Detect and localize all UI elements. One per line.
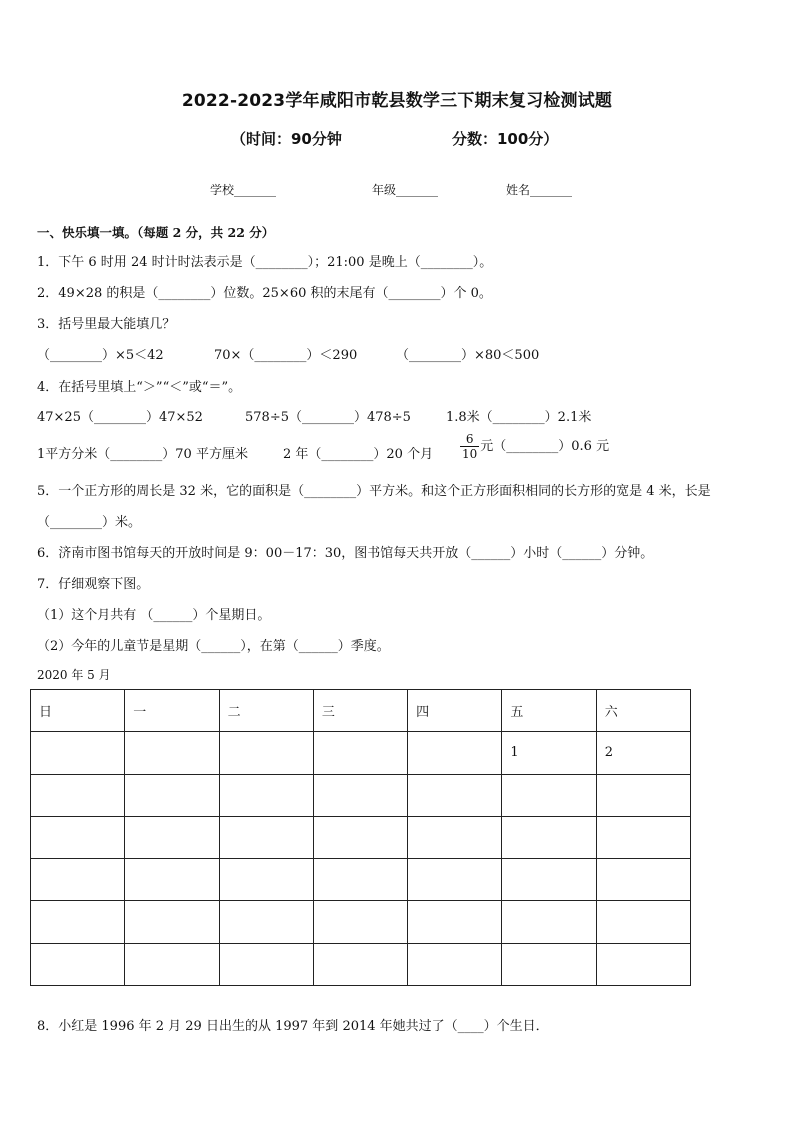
calendar-week-row [31, 732, 691, 774]
calendar-day-cell [31, 774, 125, 816]
calendar-day-cell [313, 943, 407, 985]
calendar-day-cell [125, 816, 219, 858]
calendar-day-cell [219, 859, 313, 901]
calendar-header-cell: 五 [502, 690, 596, 732]
calendar-day-cell [313, 901, 407, 943]
calendar-day-cell [408, 943, 502, 985]
exam-score: 分数：100分） [452, 130, 559, 148]
fraction [460, 432, 479, 461]
calendar-day-cell: 1 [502, 732, 596, 774]
question-5-line1: 5．一个正方形的周长是 32 米，它的面积是（________）平方米。和这个正方形面积相同的长方形的宽是 4 米，长是 [37, 484, 711, 499]
calendar-day-cell [408, 774, 502, 816]
calendar-day-cell [596, 859, 690, 901]
question-5-line2: （________）米。 [37, 515, 142, 530]
calendar-day-cell [313, 816, 407, 858]
grade-field: 年级_______ [372, 183, 439, 197]
calendar-day-cell [125, 732, 219, 774]
calendar-day-cell [125, 943, 219, 985]
question-4f [459, 432, 609, 461]
fraction-denominator: 10 [462, 447, 478, 461]
calendar-day-cell [596, 816, 690, 858]
question-7a: （1）这个月共有 （______）个星期日。 [37, 608, 271, 623]
calendar-header-cell: 四 [408, 690, 502, 732]
calendar-day-cell [313, 732, 407, 774]
question-3c: （________）×80＜500 [396, 348, 540, 363]
calendar-day-cell [408, 859, 502, 901]
question-2: 2．49×28 的积是（________）位数。25×60 积的末尾有（________）个 0。 [37, 286, 492, 301]
question-4d: 1平方分米（________）70 平方厘米 [37, 447, 248, 462]
question-4e: 2 年（________）20 个月 [283, 447, 434, 462]
calendar-day-cell [219, 901, 313, 943]
calendar-day-cell [502, 774, 596, 816]
calendar-day-cell [125, 859, 219, 901]
calendar-header-cell: 三 [313, 690, 407, 732]
calendar-week-row [31, 774, 691, 816]
fraction-numerator: 6 [460, 432, 479, 447]
calendar-table [30, 689, 691, 986]
calendar-day-cell [408, 732, 502, 774]
calendar-day-cell [408, 901, 502, 943]
section-heading: 一、快乐填一填。（每题 2 分，共 22 分） [37, 225, 275, 240]
calendar-day-cell [502, 943, 596, 985]
exam-time: （时间：90分钟 [231, 130, 342, 148]
calendar-header-row [31, 690, 691, 732]
question-4a: 47×25（________）47×52 [37, 410, 203, 425]
question-3a: （________）×5＜42 [37, 348, 164, 363]
school-field: 学校_______ [210, 183, 277, 197]
calendar-header-cell: 二 [219, 690, 313, 732]
calendar-day-cell: 2 [596, 732, 690, 774]
name-field: 姓名_______ [506, 183, 573, 197]
calendar-day-cell [596, 943, 690, 985]
calendar-day-cell [408, 816, 502, 858]
question-4c: 1.8米（________）2.1米 [446, 410, 592, 425]
calendar-day-cell [313, 774, 407, 816]
question-4b: 578÷5（________）478÷5 [245, 410, 411, 425]
question-3b: 70×（________）＜290 [214, 348, 358, 363]
calendar-caption: 2020 年 5 月 [37, 668, 111, 682]
calendar-day-cell [31, 732, 125, 774]
question-7b: （2）今年的儿童节是星期（______），在第（______）季度。 [37, 639, 390, 654]
calendar-header-cell: 日 [31, 690, 125, 732]
calendar-day-cell [502, 901, 596, 943]
question-3: 3．括号里最大能填几？ [37, 317, 176, 332]
calendar-day-cell [219, 816, 313, 858]
calendar-day-cell [31, 943, 125, 985]
calendar-day-cell [596, 901, 690, 943]
calendar-week-row [31, 816, 691, 858]
calendar-week-row [31, 859, 691, 901]
calendar-header-cell: 六 [596, 690, 690, 732]
question-8: 8．小红是 1996 年 2 月 29 日出生的从 1997 年到 2014 年她共过了（____）个生日． [37, 1019, 549, 1034]
calendar-day-cell [219, 943, 313, 985]
calendar-day-cell [502, 859, 596, 901]
calendar-day-cell [219, 732, 313, 774]
calendar-day-cell [313, 859, 407, 901]
calendar-header-cell: 一 [125, 690, 219, 732]
calendar-day-cell [502, 816, 596, 858]
question-6: 6．济南市图书馆每天的开放时间是 9：00－17：30，图书馆每天共开放（______）小时（______）分钟。 [37, 546, 654, 561]
question-7: 7．仔细观察下图。 [37, 577, 150, 592]
calendar-day-cell [125, 774, 219, 816]
question-4f-text: 元（________）0.6 元 [480, 439, 610, 454]
calendar-day-cell [31, 901, 125, 943]
question-1: 1．下午 6 时用 24 时计时法表示是（________）；21:00 是晚上（________）。 [37, 255, 493, 270]
calendar-week-row [31, 901, 691, 943]
calendar-day-cell [31, 816, 125, 858]
calendar-day-cell [125, 901, 219, 943]
question-4: 4．在括号里填上“＞”“＜”或“＝”。 [37, 380, 242, 395]
calendar-day-cell [596, 774, 690, 816]
calendar-day-cell [219, 774, 313, 816]
calendar-week-row [31, 943, 691, 985]
calendar-day-cell [31, 859, 125, 901]
page-title: 2022-2023学年咸阳市乾县数学三下期末复习检测试题 [181, 91, 613, 111]
